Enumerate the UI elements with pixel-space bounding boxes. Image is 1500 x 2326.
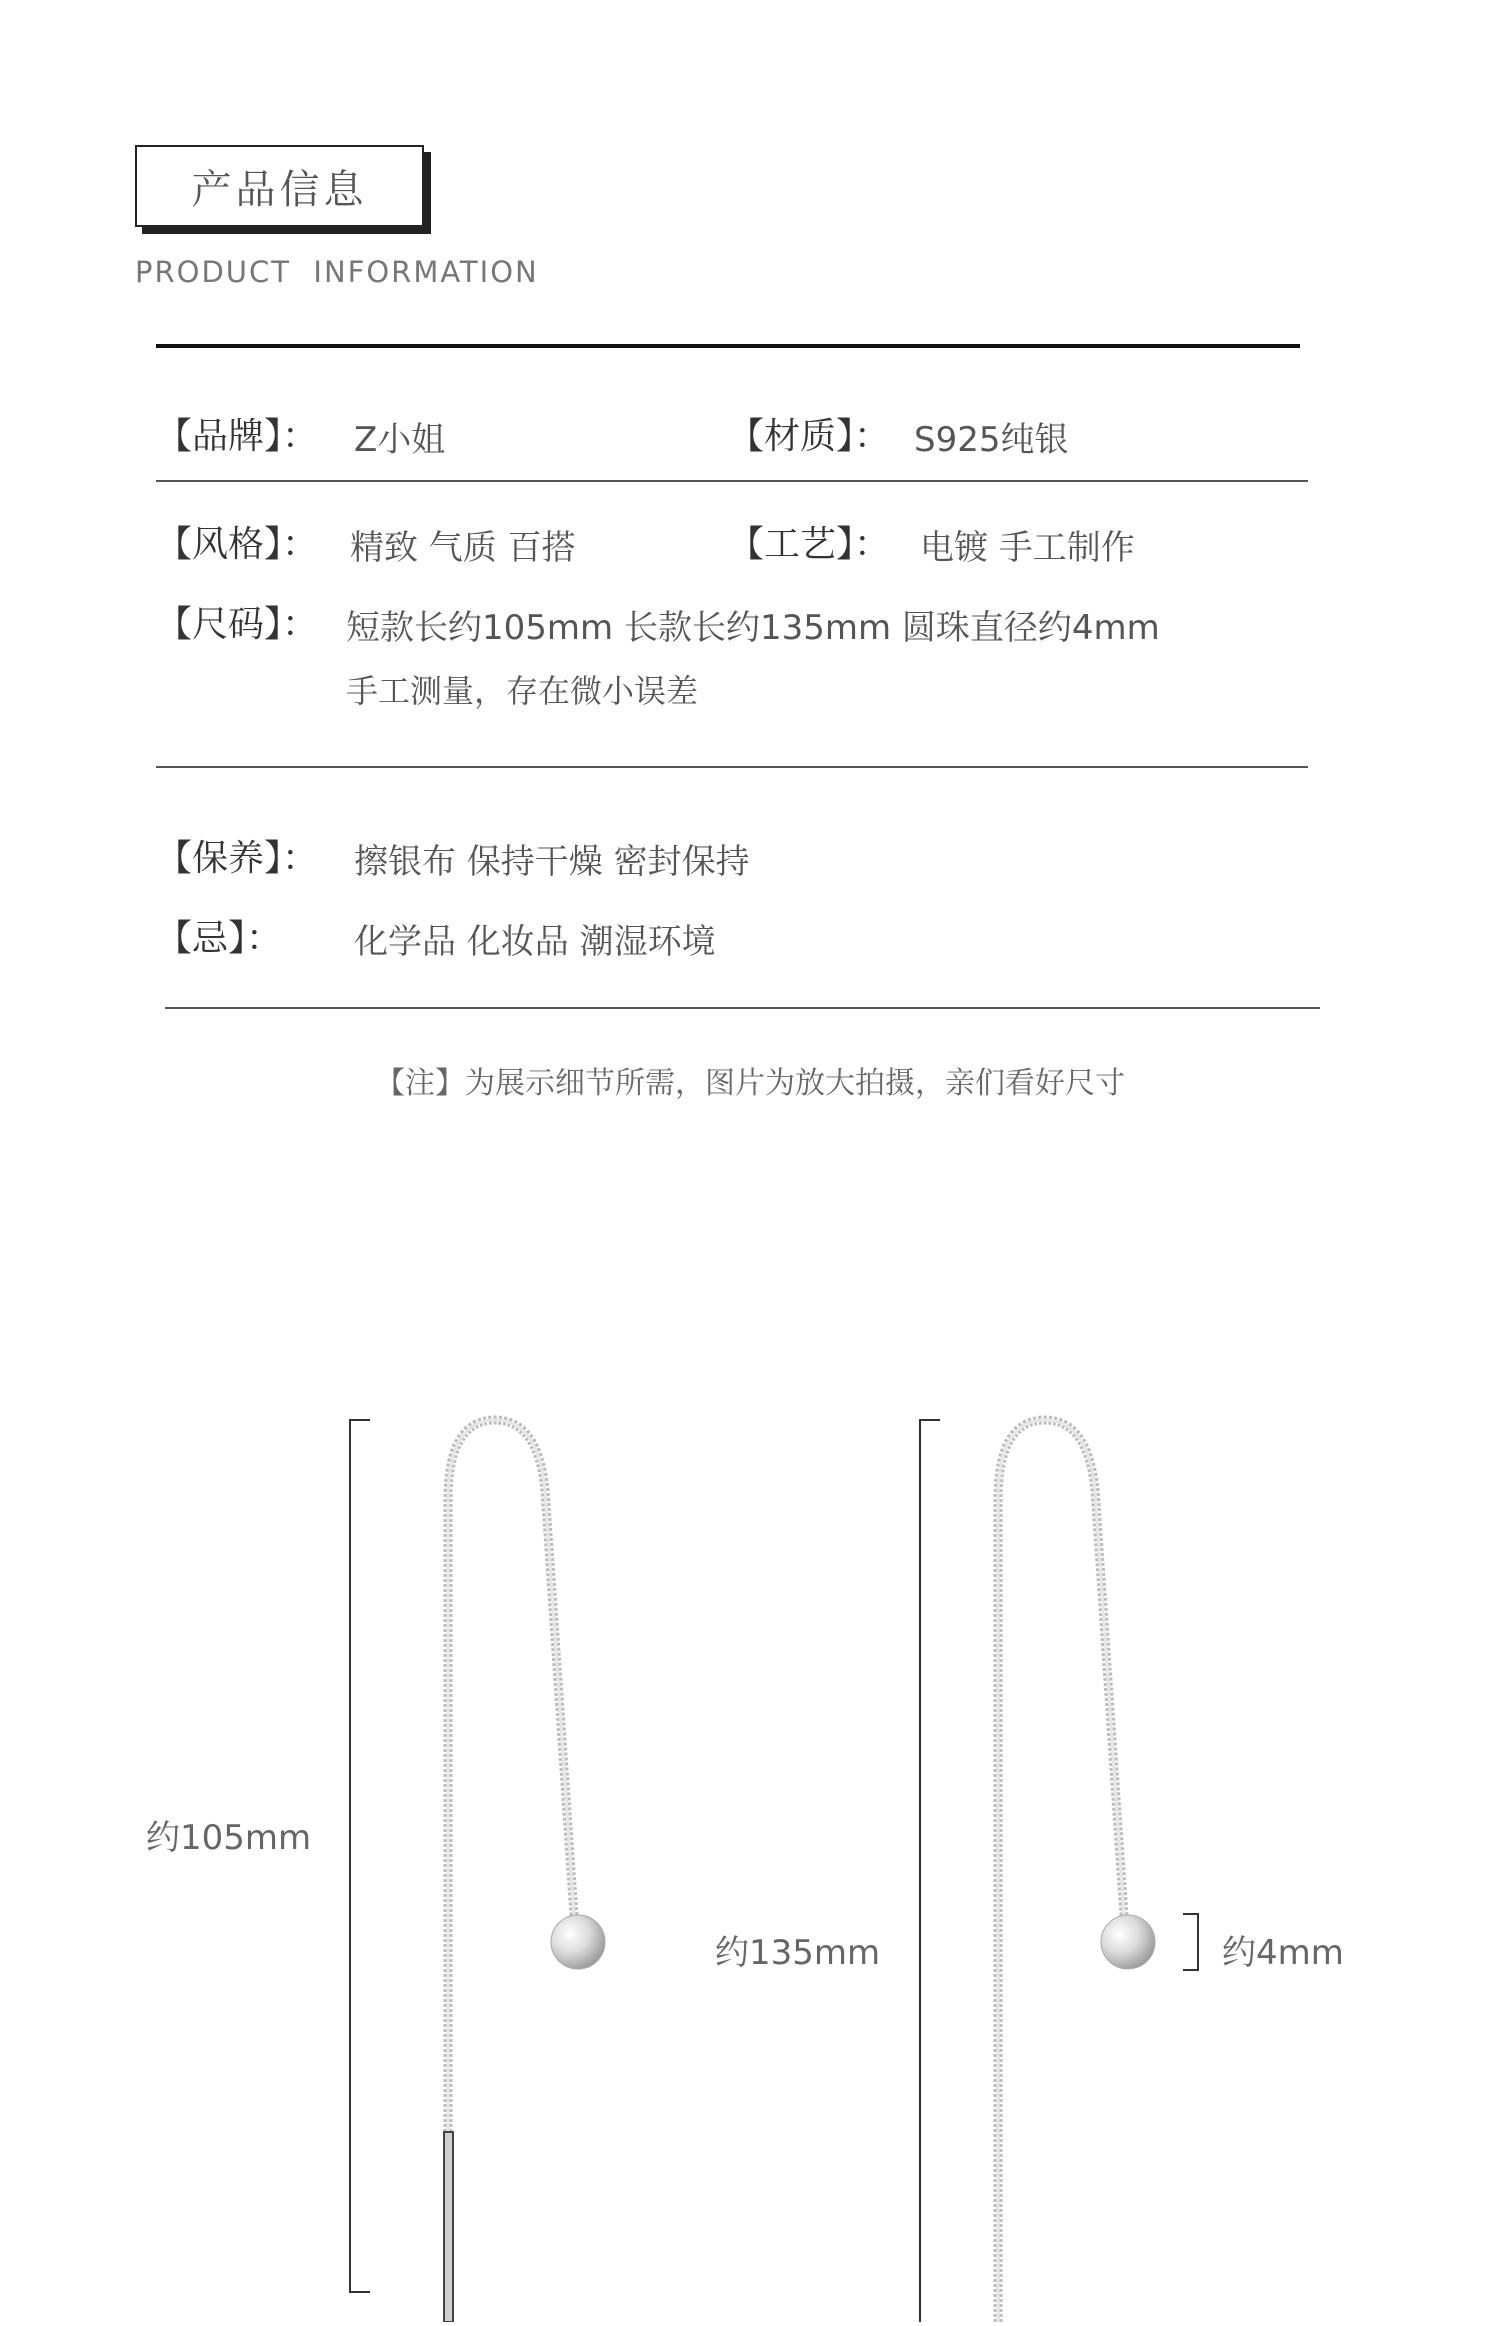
- size-label: 【尺码】：: [156, 604, 319, 645]
- care-value: 擦银布 保持干燥 密封保持: [354, 842, 750, 882]
- bead-diameter-label: 约4mm: [1222, 1933, 1344, 1973]
- section-title-box: [135, 145, 424, 227]
- style-label: 【风格】：: [156, 524, 319, 565]
- short-length-label: 约105mm: [146, 1818, 312, 1858]
- craft-label: 【工艺】：: [728, 524, 891, 565]
- divider-2: [156, 766, 1308, 768]
- long-earring: [998, 1420, 1155, 2322]
- style-value: 精致 气质 百搭: [350, 528, 576, 568]
- craft-value: 电镀 手工制作: [920, 528, 1135, 568]
- size-value-line2: 手工测量，存在微小误差: [346, 672, 699, 710]
- product-illustration: [0, 1380, 1500, 2322]
- size-value-line1: 短款长约105mm 长款长约135mm 圆珠直径约4mm: [346, 608, 1160, 648]
- section-subtitle: PRODUCT INFORMATION: [135, 255, 539, 289]
- avoid-label: 【忌】：: [156, 918, 283, 959]
- avoid-value: 化学品 化妆品 潮湿环境: [354, 922, 716, 962]
- bead-diameter-bracket: [1183, 1914, 1198, 1970]
- care-label: 【保养】：: [156, 838, 319, 879]
- material-label: 【材质】：: [728, 416, 891, 457]
- material-value: S925纯银: [914, 420, 1069, 460]
- brand-label: 【品牌】：: [156, 416, 319, 457]
- brand-value: Z小姐: [354, 420, 446, 460]
- section-title: 产品信息: [191, 166, 368, 213]
- divider-3: [165, 1007, 1320, 1009]
- divider-top: [156, 344, 1300, 348]
- note-text: 【注】为展示细节所需，图片为放大拍摄，亲们看好尺寸: [375, 1066, 1125, 1101]
- divider-1: [156, 480, 1308, 482]
- short-length-bracket: [350, 1420, 370, 2292]
- long-length-label: 约135mm: [715, 1933, 881, 1973]
- long-length-bracket: [920, 1420, 940, 2322]
- short-earring: [444, 1420, 605, 2322]
